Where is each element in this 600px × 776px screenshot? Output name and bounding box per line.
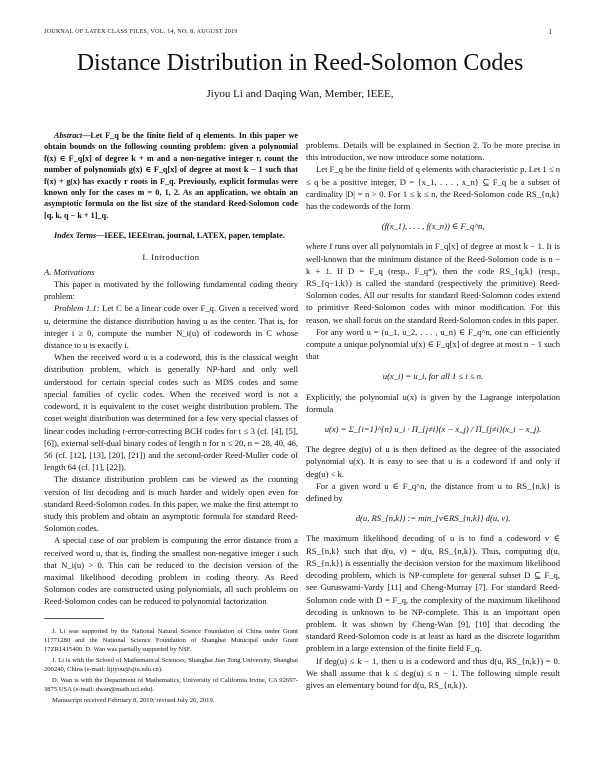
subsection-heading: A. Motivations <box>44 266 95 277</box>
footnote: J. Li was supported by the National Natural Science Foundation of China under Grant 11771280 and the National Science Foundation of Shanghai Municipal under Grant 17ZR1415400. D. Wan was partially supported by NSF. <box>44 627 298 653</box>
right-column <box>306 139 560 691</box>
paragraph: The distance distribution problem can be viewed as the counting version of list decoding and is much harder and widely open even for standard Reed-Solomon codes. In this paper, we make the first attempt to study this problem and obtain an asymptotic formula for standard Reed-Solomon codes. <box>44 474 298 534</box>
left-column <box>44 130 298 705</box>
footnote-divider <box>44 618 104 619</box>
paragraph: where f runs over all polynomials in F_q[x] of degree at most k − 1. It is well-known that the minimum distance of the Reed-Solomon code is n − k + 1. If D = F_q (resp., F_q*), then the code RS_{q,k} (resp., RS_{q−1,k}) is called the standard (respectively the primitive) Reed-Solomon codes. All our results for standard Reed-Solomon codes extend to primitive Reed-Solomon codes with minor modification. For this reason, we shall focus on the standard Reed-Solomon codes in this paper. <box>306 241 560 325</box>
footnote: J. Li is with the School of Mathematical Sciences, Shanghai Jiao Tong University, Shanghai 200240, China (e-mail: lijiyou@sjtu.edu.cn). <box>44 656 298 673</box>
paragraph: The maximum likelihood decoding of u is to find a codeword v ∈ RS_{n,k} such that d(u, v) = d(u, RS_{n,k}). Thus, computing d(u, RS_{n,k}) is essentially the decision version for the maximum likelihood decoding problem, which is NP-complete for general subset D ⊆ F_q, see Guruswami-Vardy [11] and Cheng-Murray [7]. For standard Reed-Solomon code with D = F_q, the complexity of the maximum likelihood decoding is unknown to be NP-complete. This is an important open problem. It was shown by Cheng-Wan [9], [10] that decoding the standard Reed-Solomon code is at least as hard as the discrete logarithm problem in a large extension of the finite field F_q. <box>306 533 560 654</box>
paragraph: problems. Details will be explained in Section 2. To be more precise in this introduction, we now introduce some notations. <box>306 140 560 163</box>
paragraph: A special case of our problem is computing the error distance from a received word u, that is, finding the smallest non-negative integer i such that N_i(u) > 0. This can be reduced to the decision version of the maximal likelihood decoding problem in coding theory. As Reed Solomon codes are constructed using polynomials, all such problems on Reed-Solomon codes can be reduced to polynomial factorization <box>44 535 298 607</box>
author-line: Jiyou Li and Daqing Wan, Member, IEEE, <box>206 88 394 100</box>
paragraph: If deg(u) ≤ k − 1, then u is a codeword and thus d(u, RS_{n,k}) = 0. We shall assume that k ≤ deg(u) ≤ n − 1. The following simple result gives an elementary bound for d(u, RS_{n,k}). <box>306 655 560 690</box>
equation-lagrange: u(x) = Σ_{i=1}^{n} u_i · Π_{j≠i}(x − x_j) / Π_{j≠i}(x_i − x_j). <box>324 424 542 435</box>
abstract: Abstract—Let F_q be the finite field of q elements. In this paper we obtain bounds on the following counting problem: given a polynomial f(x) ∈ F_q[x] of degree k + m and a non-negative integer r, count the number of polynomials g(x) ∈ F_q[x] of degree at most k − 1 such that f(x) + g(x) has exactly r roots in F_q. Previously, explicit formulas were known only for the cases m = 0, 1, 2. As an application, we obtain an asymptotic formula on the list size of the standard Reed-Solomon code [q, k, q − k + 1]_q. <box>44 131 298 220</box>
index-terms: Index Terms—IEEE, IEEEtran, journal, LATEX, paper, template. <box>54 231 285 241</box>
paragraph: Explicitly, the polynomial u(x) is given by the Lagrange interpolation formula <box>306 391 560 414</box>
section-heading: I. Introduction <box>142 251 200 262</box>
paragraph: For any word u = (u_1, u_2, . . . , u_n) ∈ F_q^n, one can efficiently compute a unique polynomial u(x) ∈ F_q[x] of degree at most n − 1 such that <box>306 326 560 362</box>
problem-statement: Problem 1.1: Let C be a linear code over F_q. Given a received word u, determine the distance distribution having u as the center. That is, for integer i ≥ 0, compute the number N_i(u) of codewords in C whose distance to u is exactly i. <box>44 303 298 351</box>
paragraph: Let F_q be the finite field of q elements with characteristic p. Let 1 ≤ n ≤ q be a positive integer, D = {x_1, . . . , x_n} ⊆ F_q be a subset of cardinality |D| = n > 0. For 1 ≤ k ≤ n, the Reed-Solomon code RS_{n,k} has the codewords of the form <box>306 164 560 212</box>
paragraph: This paper is motivated by the following fundamental coding theory problem: <box>44 279 298 302</box>
footnote: D. Wan is with the Department of Mathematics, University of California Irvine, CA 92697-3875 USA (e-mail: dwan@math.uci.edu). <box>44 676 298 693</box>
paper-title: Distance Distribution in Reed-Solomon Codes <box>76 50 524 76</box>
running-header: JOURNAL OF LATEX CLASS FILES, VOL. 14, NO. 8, AUGUST 2019 <box>44 28 238 35</box>
paragraph: For a given word u ∈ F_q^n, the distance from u to RS_{n,k} is defined by <box>306 480 560 504</box>
paragraph: When the received word u is a codeword, this is the classical weight distribution problem, which is generally NP-hard and only well understood for certain special codes such as MDS codes and some special families of cyclic codes. When the received word is not a codeword, it is equivalent to the coset weight distribution problem. The coset weight distribution was determined for a few very special classes of linear codes including t-error-correcting BCH codes for t ≤ 3 (cf. [4], [5], [6]), external self-dual binary codes of length n for n ≤ 20, n = 28, 40, 46, 56 (cf. [12], [13], [20], [21]) and the second-order Reed-Muller code of length 64 (cf. [1], [22]). <box>44 352 298 473</box>
equation-distance: d(u, RS_{n,k}) := min_{v∈RS_{n,k}} d(u, v). <box>355 513 511 524</box>
page-number: 1 <box>548 28 552 36</box>
footnote: Manuscript received February 8, 2019; revised July 26, 2019. <box>52 696 215 704</box>
equation-codeword: (f(x_1), . . . , f(x_n)) ∈ F_q^n, <box>381 221 485 232</box>
equation-interpolation: u(x_i) = u_i, for all 1 ≤ i ≤ n. <box>382 371 484 382</box>
paragraph: The degree deg(u) of u is then defined as the degree of the associated polynomial u(x). It is easy to see that u is a codeword if and only if deg(u) < k. <box>306 444 560 479</box>
